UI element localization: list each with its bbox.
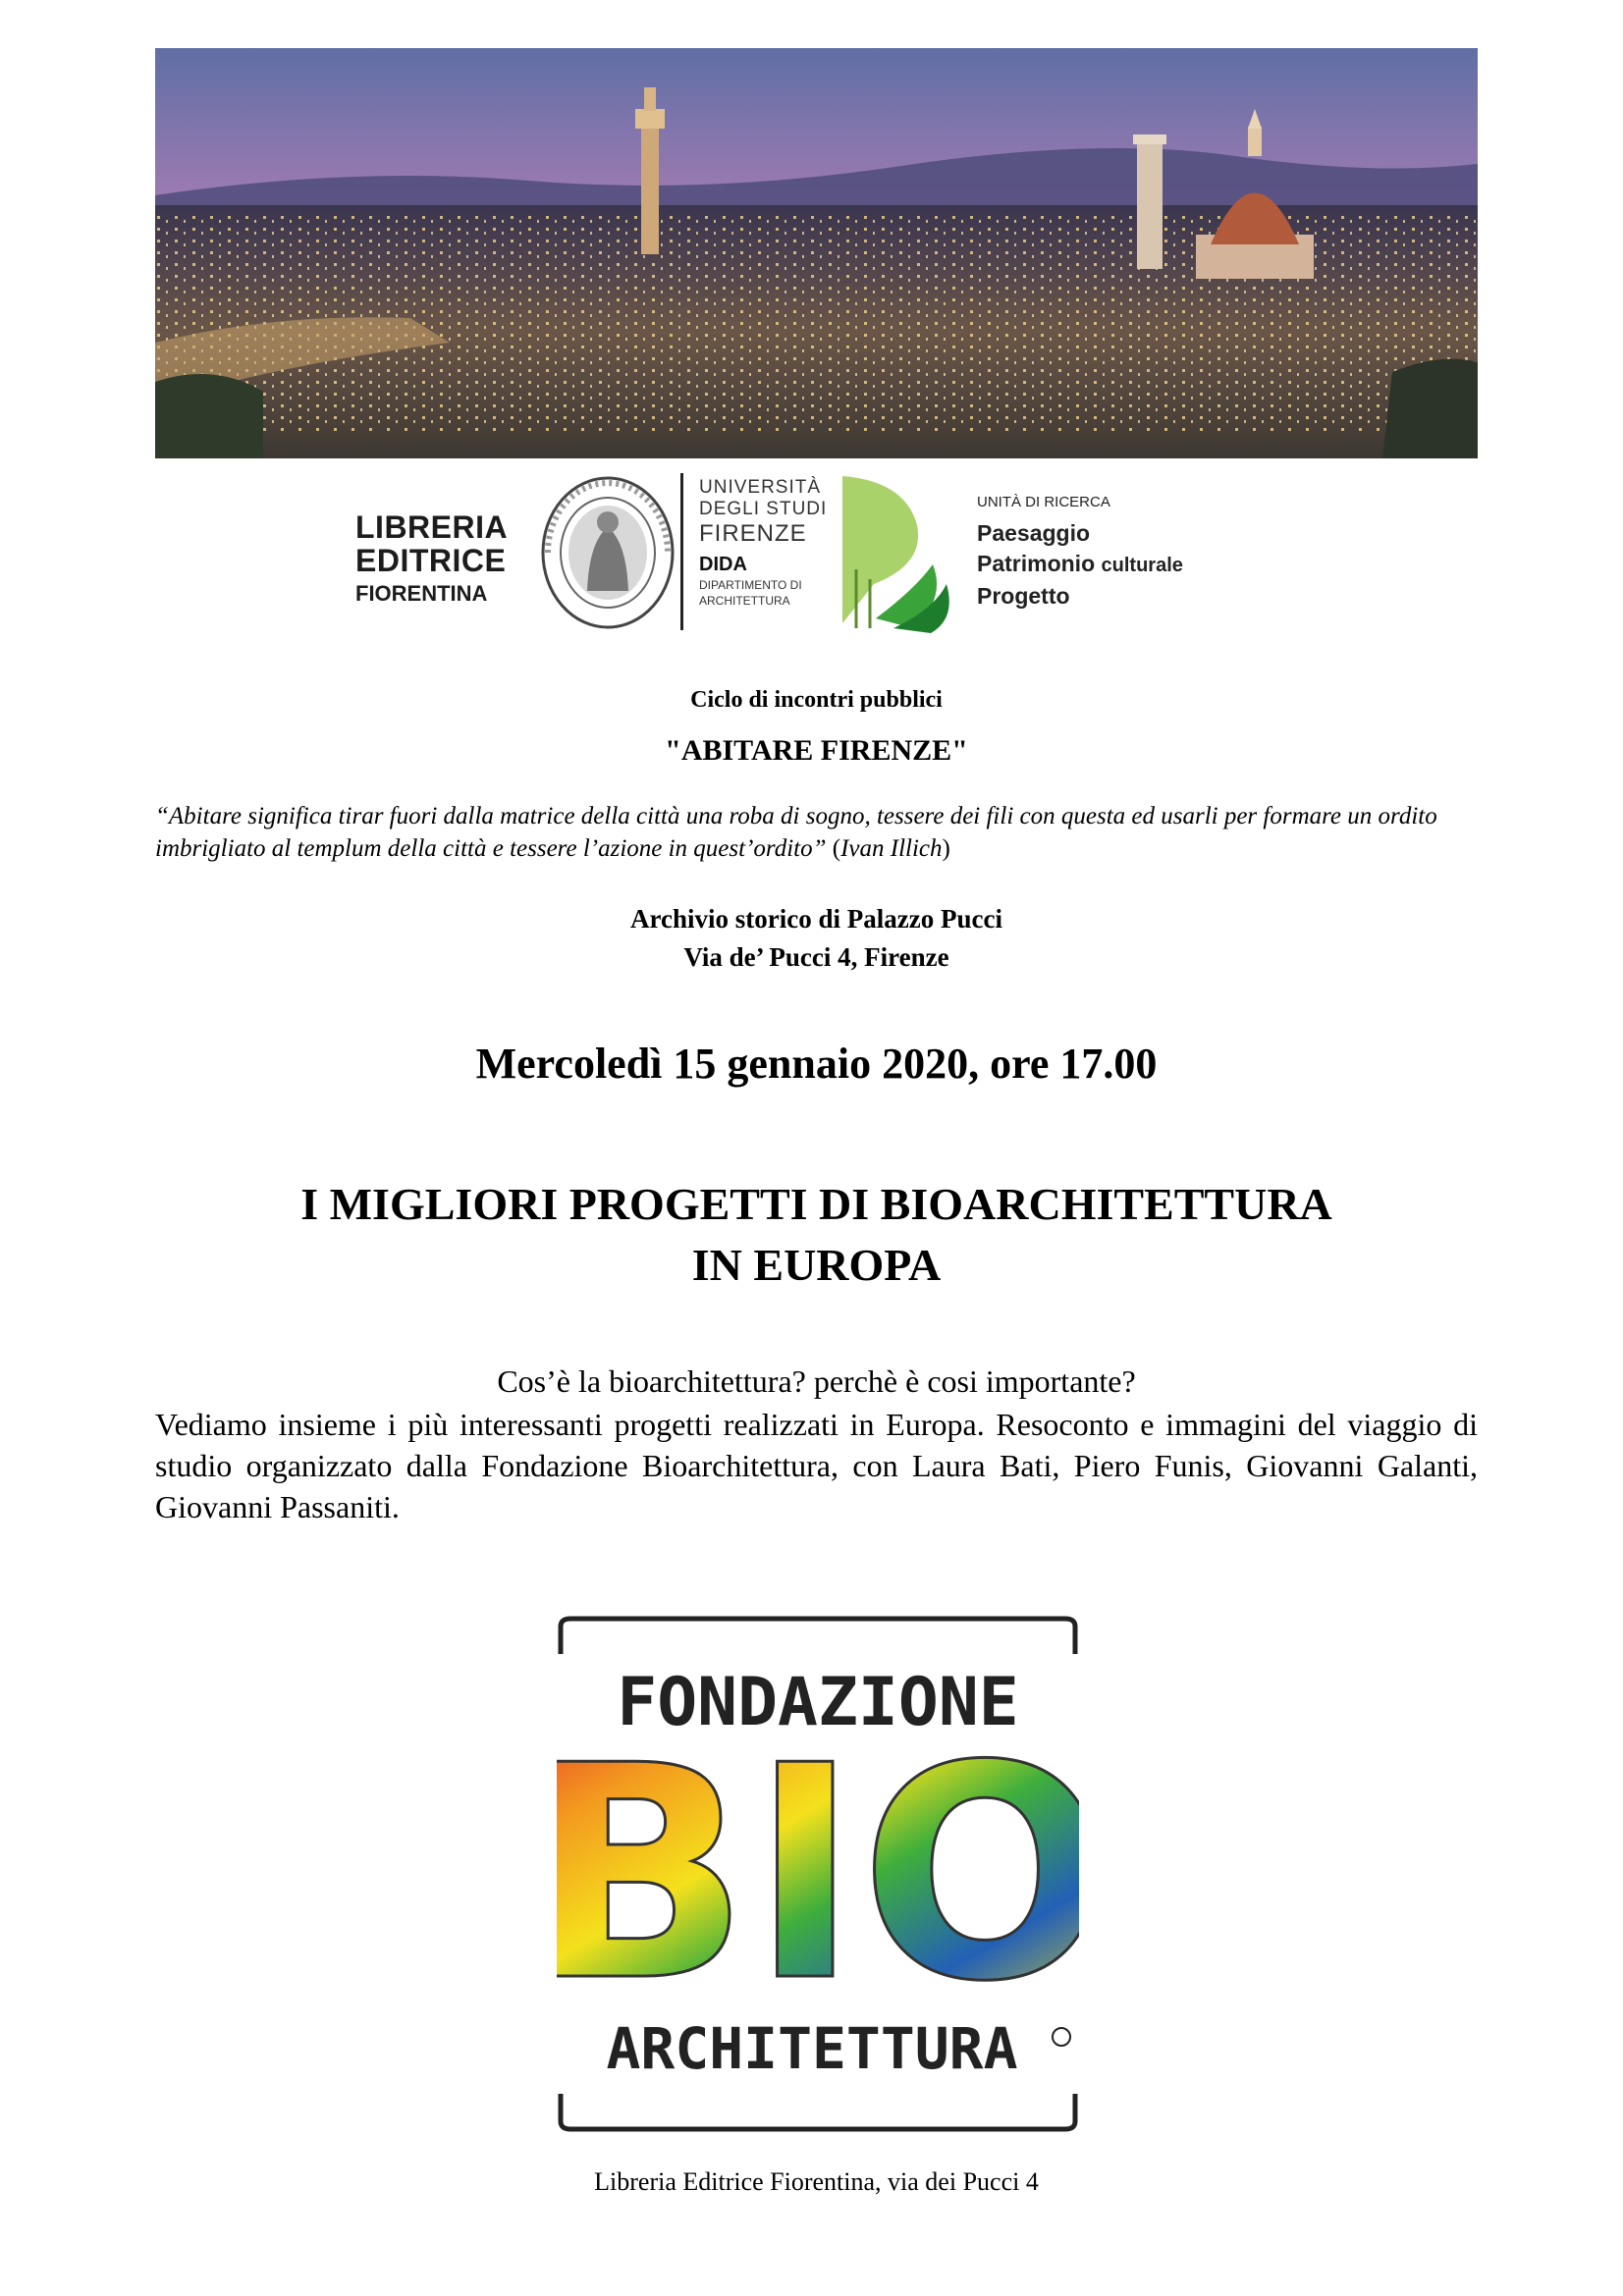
libreria-editrice-logo	[355, 509, 509, 611]
event-title	[155, 1174, 1478, 1296]
cycle-label: Ciclo di incontri pubblici	[690, 687, 943, 713]
series-title: "ABITARE FIRENZE"	[665, 734, 968, 767]
event-date-time: Mercoledì 15 gennaio 2020, ore 17.00	[475, 1040, 1158, 1088]
unifi-line3: FIRENZE	[699, 520, 807, 547]
unifi-line1: UNIVERSITÀ	[699, 477, 822, 498]
dida-label: DIDA	[699, 554, 747, 575]
dida-line1: DIPARTIMENTO DI	[699, 578, 802, 592]
libreria-logo-line3: FIORENTINA	[355, 581, 488, 606]
libreria-logo-line2: EDITRICE	[355, 543, 507, 578]
fondazione-logo-big: BIO	[557, 1703, 1079, 2046]
research-unit-logo	[977, 494, 1183, 612]
venue-block	[155, 900, 1478, 977]
unifi-line2: DEGLI STUDI	[699, 499, 828, 519]
research-unit-leaf-icon	[837, 471, 956, 633]
fondazione-logo-top: FONDAZIONE	[617, 1664, 1019, 1741]
event-description: Vediamo insieme i più interessanti progetti realizzati in Europa. Resoconto e immagini del viaggio di studio organizzato dalla Fondazione Bioarchitettura, con Laura Bati, Piero Funis, Giovanni Galanti, Giovanni Passaniti.	[155, 1407, 1478, 1524]
fondazione-logo-bottom: ARCHITETTURA	[606, 2015, 1018, 2082]
research-unit-line2b: culturale	[1101, 555, 1183, 576]
event-title-line1: I MIGLIORI PROGETTI DI BIOARCHITETTURA	[300, 1179, 1332, 1229]
research-unit-line1: Paesaggio	[977, 520, 1091, 546]
venue-name: Archivio storico di Palazzo Pucci	[630, 904, 1002, 934]
logo-divider	[680, 473, 683, 630]
research-unit-label: UNITÀ DI RICERCA	[977, 494, 1110, 510]
quote-block: “Abitare significa tirar fuori dalla matrice della città una roba di sogno, tessere dei fili con questa ed usarli per formare un ordito imbrigliato al templum della città e tessere l’azione in quest’ordito” (Ivan Illich)	[155, 803, 1437, 862]
footer-address: Libreria Editrice Fiorentina, via dei Pucci 4	[594, 2167, 1039, 2196]
quote-author: Ivan Illich	[840, 835, 943, 862]
dida-line2: ARCHITETTURA	[699, 594, 790, 608]
research-unit-line2a: Patrimonio	[977, 551, 1096, 576]
florence-panorama-photo	[155, 48, 1478, 458]
intro-question: Cos’è la bioarchitettura? perchè è cosi importante?	[497, 1363, 1136, 1399]
quote-text: “Abitare significa tirar fuori dalla matrice della città una roba di sogno, tessere dei fili con questa ed usarli per formare un ordito imbrigliato al templum della città e tessere l’azione in quest’ordito”	[155, 803, 1437, 862]
event-title-line2: IN EUROPA	[691, 1240, 942, 1290]
unifi-logo	[699, 477, 846, 608]
libreria-logo-line1: LIBRERIA	[355, 509, 509, 545]
venue-address: Via de’ Pucci 4, Firenze	[683, 942, 949, 972]
research-unit-line3: Progetto	[977, 583, 1070, 609]
university-seal-icon	[538, 473, 677, 632]
fondazione-bioarchitettura-logo	[557, 1615, 1079, 2133]
